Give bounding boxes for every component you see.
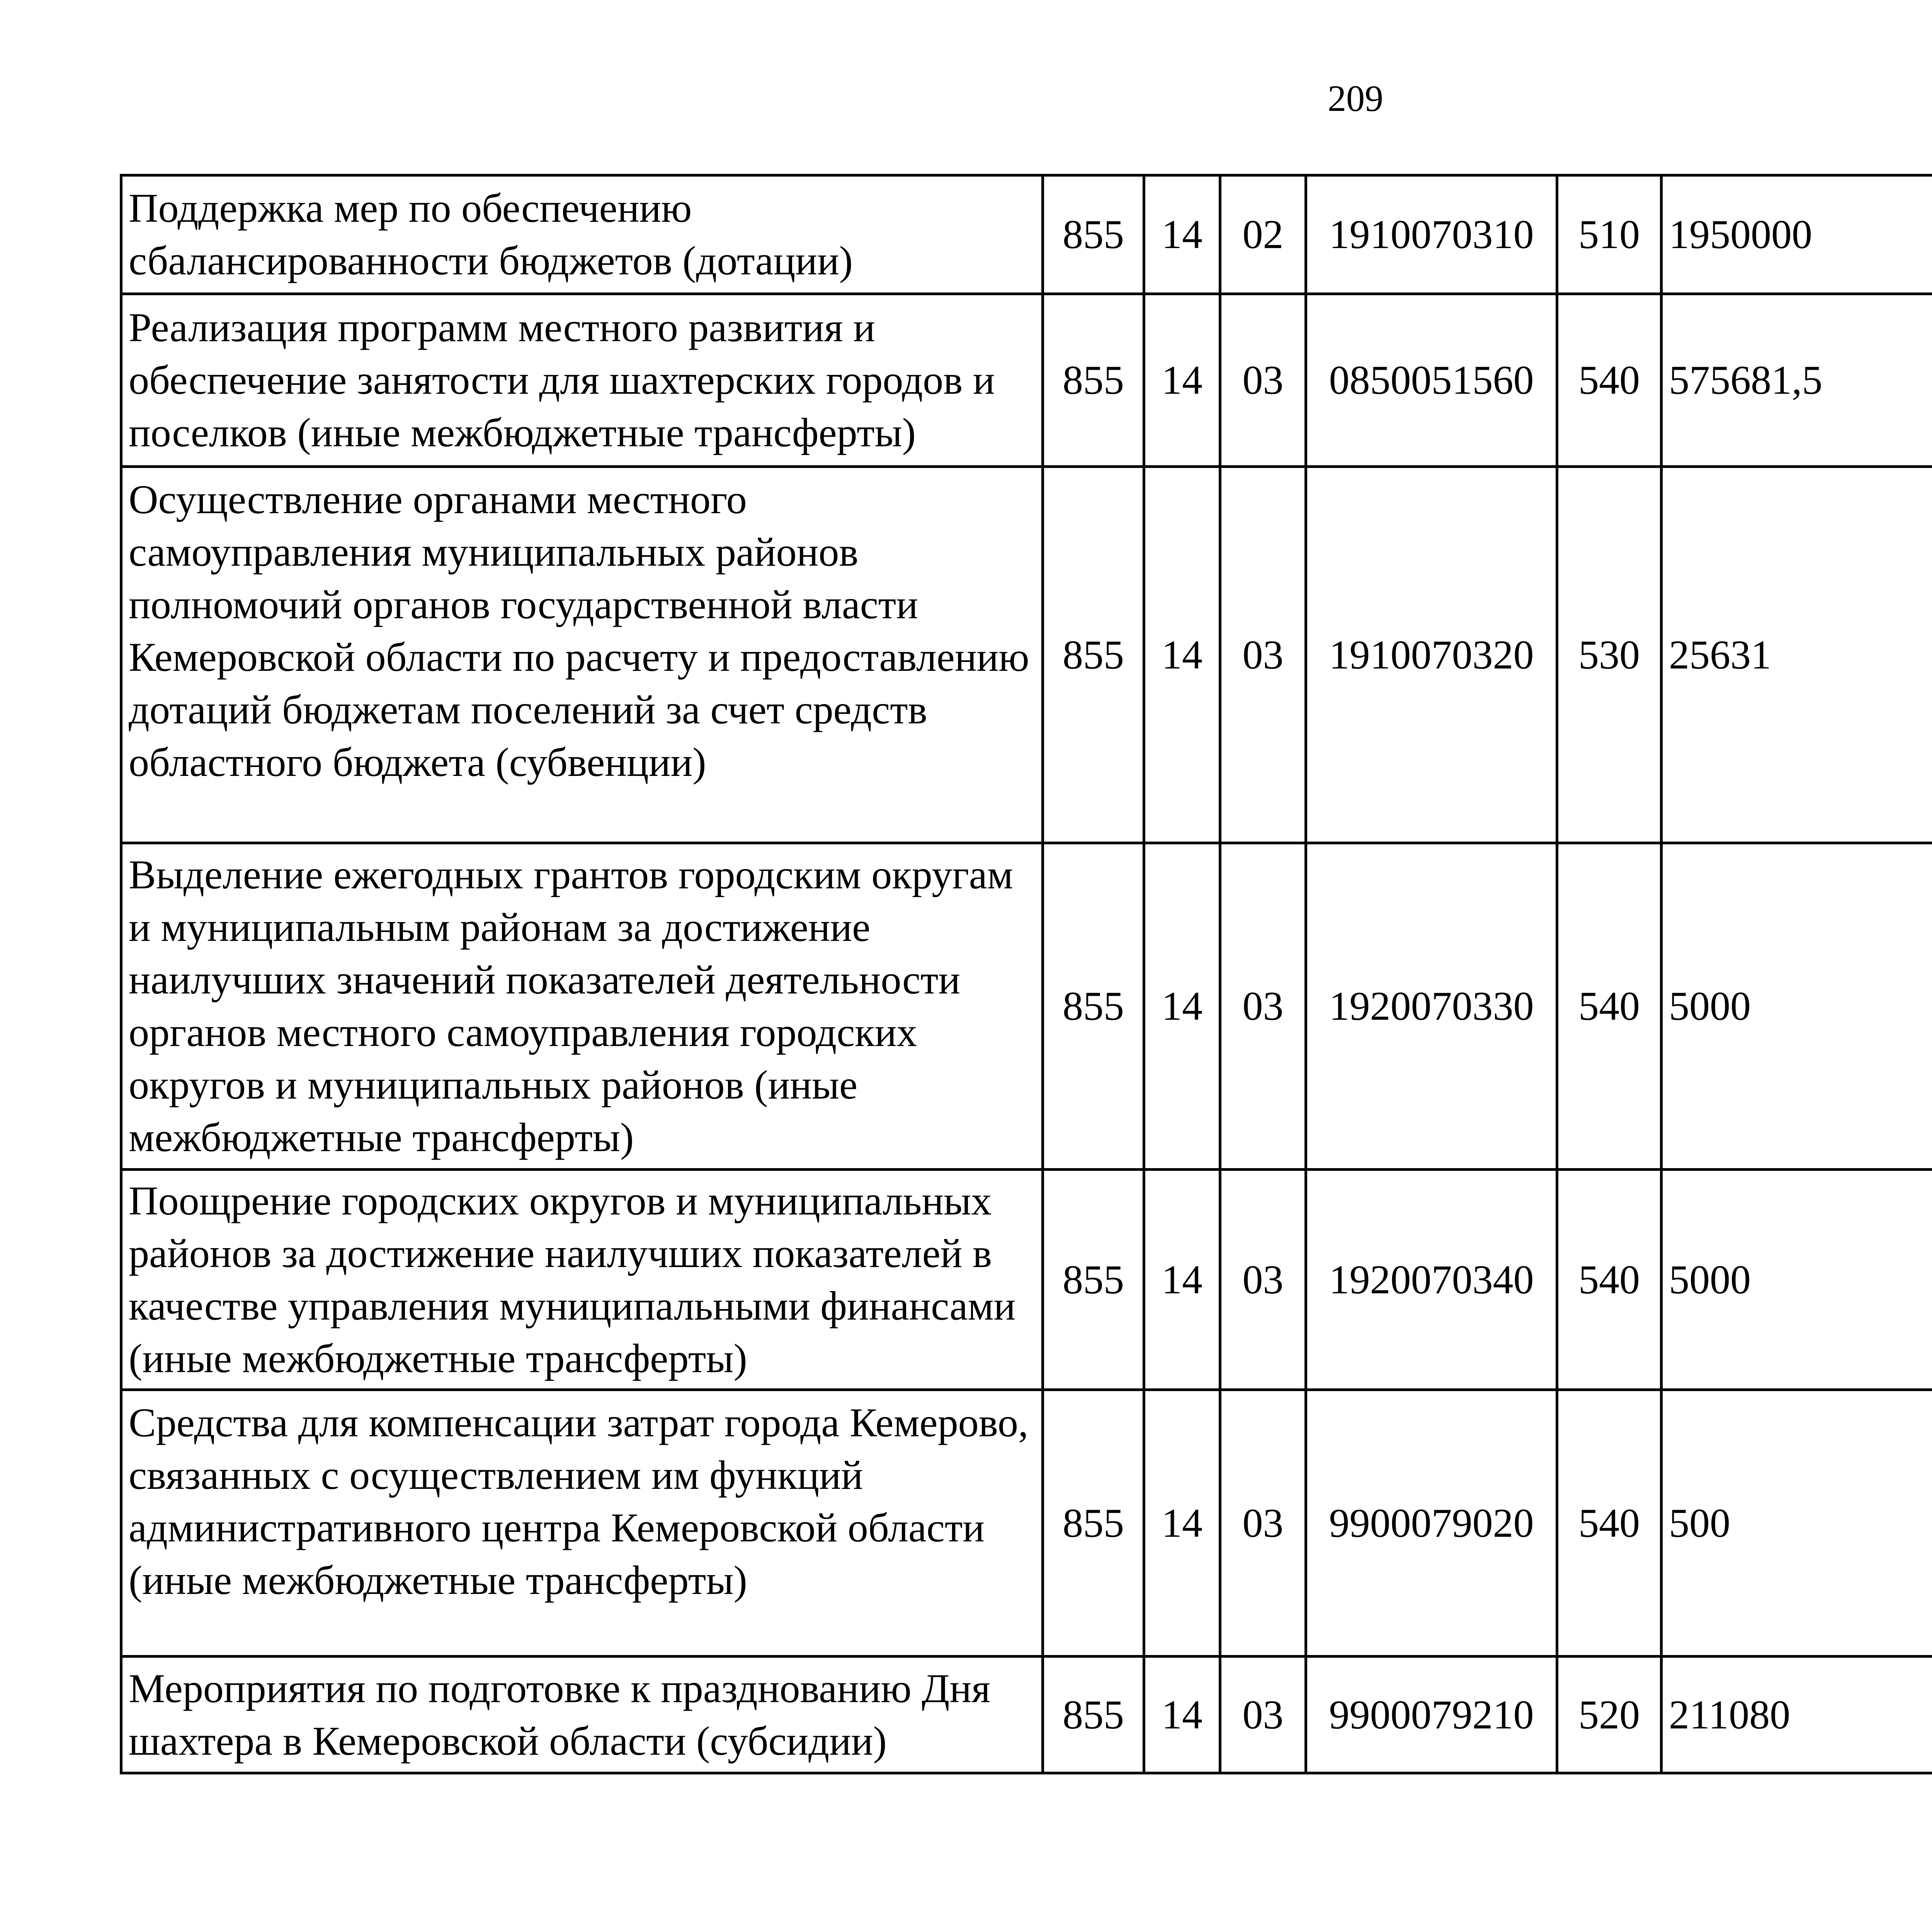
expense-type-code: 530 [1557,467,1662,843]
row-name: Поддержка мер по обеспечению сбалансированности бюджетов (дотации) [121,175,1043,294]
amount-year-1: 5000 [1662,843,1932,1170]
row-name: Поощрение городских округов и муниципальных районов за достижение наилучших показателей в качестве управления муниципальными финансами (иные межбюджетные трансферты) [121,1170,1043,1390]
expense-type-code: 540 [1557,843,1662,1170]
target-code: 1920070330 [1306,843,1557,1170]
expense-type-code: 540 [1557,294,1662,467]
ministry-code: 855 [1043,1657,1144,1773]
ministry-code: 855 [1043,294,1144,467]
row-name: Реализация программ местного развития и обеспечение занятости для шахтерских городов и поселков (иные межбюджетные трансферты) [121,294,1043,467]
row-name: Выделение ежегодных грантов городским округам и муниципальным районам за достижение наилучших значений показателей деятельности органов местного самоуправления городских округов и муниципальных районов (иные межбюджетные трансферты) [121,843,1043,1170]
subsection-code: 03 [1220,467,1306,843]
subsection-code: 03 [1220,1390,1306,1657]
row-name: Осуществление органами местного самоуправления муниципальных районов полномочий органов государственной власти Кемеровской области по расчету и предоставлению дотаций бюджетам поселений за счет средств областного бюджета (субвенции) [121,467,1043,843]
row-name: Средства для компенсации затрат города Кемерово, связанных с осуществлением им функций административного центра Кемеровской области (иные межбюджетные трансферты) [121,1390,1043,1657]
page-number: 209 [1328,78,1383,119]
ministry-code: 855 [1043,1390,1144,1657]
expense-type-code: 540 [1557,1170,1662,1390]
table-row [121,1657,1932,1773]
table-row [121,175,1932,294]
section-code: 14 [1144,1390,1220,1657]
target-code: 9900079210 [1306,1657,1557,1773]
ministry-code: 855 [1043,843,1144,1170]
amount-year-1: 500 [1662,1390,1932,1657]
amount-year-1: 575681,5 [1662,294,1932,467]
subsection-code: 03 [1220,843,1306,1170]
expense-type-code: 510 [1557,175,1662,294]
subsection-code: 03 [1220,294,1306,467]
target-code: 0850051560 [1306,294,1557,467]
section-code: 14 [1144,467,1220,843]
table-row [121,467,1932,843]
ministry-code: 855 [1043,1170,1144,1390]
expense-type-code: 520 [1557,1657,1662,1773]
table-row [121,843,1932,1170]
amount-year-1: 211080 [1662,1657,1932,1773]
target-code: 1920070340 [1306,1170,1557,1390]
ministry-code: 855 [1043,467,1144,843]
table-row [121,1170,1932,1390]
ministry-code: 855 [1043,175,1144,294]
table-row [121,1390,1932,1657]
target-code: 1910070320 [1306,467,1557,843]
target-code: 9900079020 [1306,1390,1557,1657]
section-code: 14 [1144,1170,1220,1390]
target-code: 1910070310 [1306,175,1557,294]
amount-year-1: 25631 [1662,467,1932,843]
row-name: Мероприятия по подготовке к празднованию Дня шахтера в Кемеровской области (субсидии) [121,1657,1043,1773]
budget-table [120,174,1932,1774]
subsection-code: 03 [1220,1170,1306,1390]
section-code: 14 [1144,843,1220,1170]
amount-year-1: 1950000 [1662,175,1932,294]
subsection-code: 03 [1220,1657,1306,1773]
amount-year-1: 5000 [1662,1170,1932,1390]
expense-type-code: 540 [1557,1390,1662,1657]
section-code: 14 [1144,1657,1220,1773]
table-row [121,294,1932,467]
subsection-code: 02 [1220,175,1306,294]
section-code: 14 [1144,294,1220,467]
section-code: 14 [1144,175,1220,294]
